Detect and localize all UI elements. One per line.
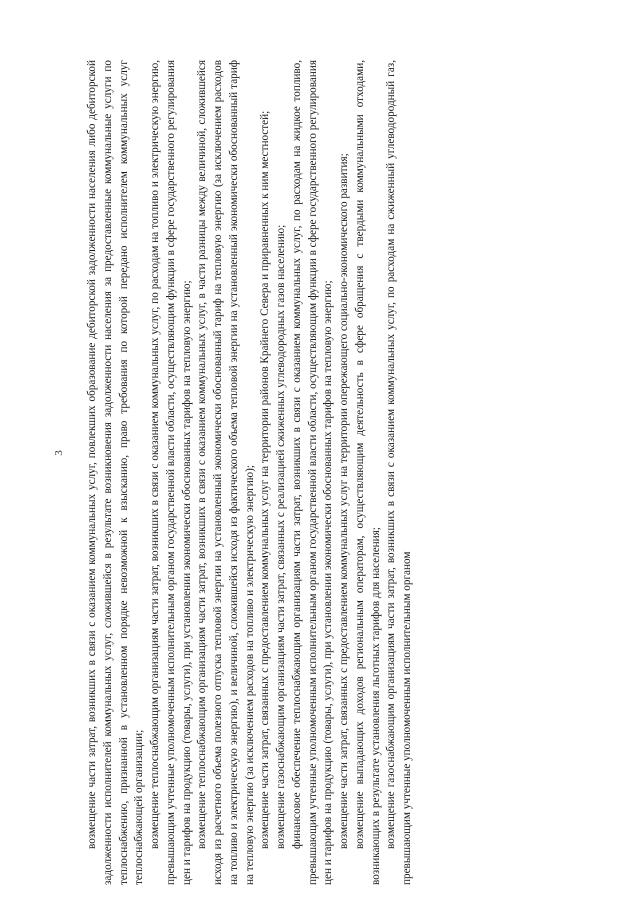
paragraph: возмещение теплоснабжающим организациям части затрат, возникших в связи с оказанием коммунальных услуг, в части разницы между величиной, сложившейся исходя из расчетного объема полезного отпуска тепловой энергии на установленный экономически обоснованный тариф на тепловую энергию (за исключением расходов на топливо и электрическую энергию), и величиной, сложившейся исходя из фактического объема тепловой энергии на установленный экономически обоснованный тариф на тепловую энергию (за исключением расходов на топливо и электрическую энергию); [196, 60, 256, 885]
paragraph: финансовое обеспечение теплоснабжающим организациям части затрат, возникших в связи с оказанием коммунальных услуг, по расходам на жидкое топливо, превышающим учтенные уполномоченным исполнительным органом государственной власти области, осуществляющим функции в сфере государственного регулирования цен и тарифов на продукцию (товары, услуги), при установлении экономически обоснованных тарифов на тепловую энергию; [290, 60, 335, 885]
body-text [85, 60, 555, 885]
paragraph: возмещение части затрат, связанных с предоставлением коммунальных услуг на территории районов Крайнего Севера и приравненных к ним местностей; [259, 110, 272, 849]
paragraph: возмещение выпадающих доходов региональным операторам, осуществляющим деятельность в сфере обращения с твердыми коммунальными отходами, возникающих в результате установления льготных тарифов для населения; [353, 60, 382, 885]
page-number: 3 [52, 450, 65, 456]
paragraph: возмещение газоснабжающим организациям части затрат, связанных с реализацией сжиженных углеводородных газов населению; [275, 224, 287, 849]
paragraph: возмещение части затрат, возникших в связи с оказанием коммунальных услуг, повлекших образование дебиторской задолженности населения либо дебиторской задолженности исполнителей коммунальных услуг, сложившейся в результате возникновения задолженности населения за предоставленные коммунальные услуги по теплоснабжению, признанной в установленном порядке невозможной к взысканию, право требования по которой передано исполнителем коммунальных услуг теплоснабжающей организации; [86, 60, 146, 885]
paragraph: возмещение части затрат, связанных с предоставлением коммунальных услуг на территории опережающего социально-экономического развития; [338, 153, 350, 849]
paragraph: возмещение газоснабжающим организациям части затрат, возникших в связи с оказанием коммунальных услуг, по расходам на сжиженный углеводородный газ, превышающим учтенные уполномоченным исполнительным органом [385, 60, 413, 885]
paragraph: возмещение теплоснабжающим организациям части затрат, возникших в связи с оказанием коммунальных услуг, по расходам на топливо и электрическую энергию, превышающим учтенные уполномоченным исполнительным органом государственной власти области, осуществляющим функции в сфере государственного регулирования цен и тарифов на продукцию (товары, услуги), при установлении экономически обоснованных тарифов на тепловую энергию; [149, 60, 193, 885]
